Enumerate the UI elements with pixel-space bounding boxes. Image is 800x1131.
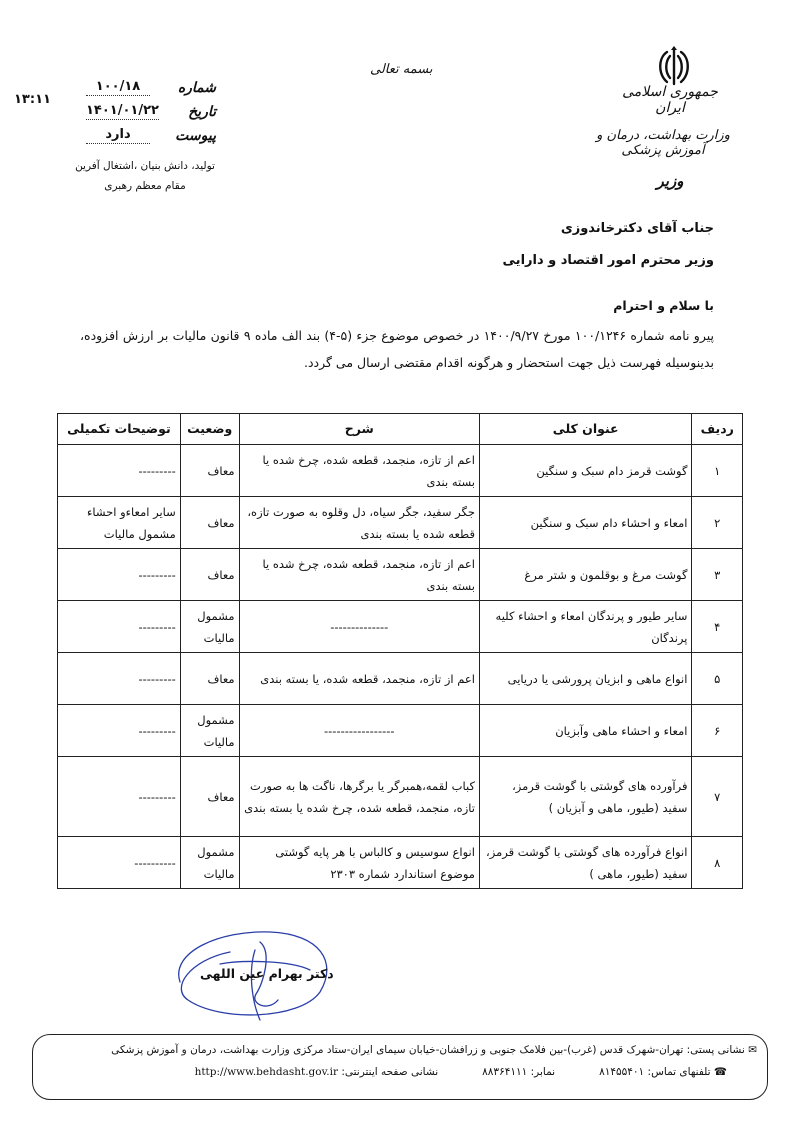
items-table xyxy=(57,413,743,889)
cell-radif: ۶ xyxy=(692,705,743,757)
cell-title: انواع فرآورده های گوشتی با گوشت قرمز، سفید (طیور، ماهی ) xyxy=(479,837,692,889)
attachment-row xyxy=(86,120,216,144)
cell-notes: --------- xyxy=(58,705,181,757)
cell-notes: --------- xyxy=(58,549,181,601)
signatory-name: دکتر بهرام عین اللهی xyxy=(200,966,334,981)
office-title: وزیر xyxy=(656,172,684,190)
attachment-value: دارد xyxy=(86,127,150,144)
col-header-description: شرح xyxy=(239,414,479,445)
print-time: ۱۳:۱۱ xyxy=(14,92,51,107)
basmala: بسمه تعالی xyxy=(370,62,433,77)
website-link[interactable]: http://www.behdasht.gov.ir xyxy=(194,1066,338,1078)
year-slogan xyxy=(60,156,230,196)
letter-meta xyxy=(86,72,216,144)
cell-status: معاف xyxy=(180,445,239,497)
cell-radif: ۱ xyxy=(692,445,743,497)
table-row xyxy=(58,601,743,653)
cell-notes: ---------- xyxy=(58,837,181,889)
cell-description: اعم از تازه، منجمد، قطعه شده، چرخ شده یا بسته بندی xyxy=(239,549,479,601)
address-text: نشانی پستی: تهران-شهرک قدس (غرب)-بین فلامک جنوبی و زرافشان-خیابان سیمای ایران-ستاد مرکزی وزارت بهداشت، درمان و آموزش پزشکی xyxy=(111,1044,745,1056)
website-item xyxy=(195,1066,439,1078)
letter-date-row xyxy=(86,96,216,120)
attachment-label: پیوست xyxy=(175,128,216,144)
cell-title: فرآورده های گوشتی با گوشت قرمز، سفید (طیور، ماهی و آبزیان ) xyxy=(479,757,692,837)
cell-status: مشمول مالیات xyxy=(180,705,239,757)
col-header-radif: ردیف xyxy=(692,414,743,445)
recipient-block xyxy=(503,213,714,277)
phone-icon: ☎ xyxy=(713,1066,727,1078)
cell-description: انواع سوسیس و کالباس با هر پایه گوشتی موضوع استاندارد شماره ۲۳۰۳ xyxy=(239,837,479,889)
table-row xyxy=(58,445,743,497)
footer-address xyxy=(111,1044,757,1056)
cell-status: مشمول مالیات xyxy=(180,837,239,889)
cell-notes: سایر امعاءو احشاء مشمول مالیات xyxy=(58,497,181,549)
website-label: نشانی صفحه اینترنتی: xyxy=(341,1066,439,1078)
cell-notes: --------- xyxy=(58,601,181,653)
phone-item xyxy=(599,1066,727,1078)
cell-title: انواع ماهی و ابزیان پرورشی یا دریایی xyxy=(479,653,692,705)
cell-description: جگر سفید، جگر سیاه، دل وقلوه به صورت تازه، قطعه شده یا بسته بندی xyxy=(239,497,479,549)
recipient-title: وزیر محترم امور اقتصاد و دارایی xyxy=(502,253,714,268)
cell-title: سایر طیور و پرندگان امعاء و احشاء کلیه پرندگان xyxy=(479,601,692,653)
table-row xyxy=(58,497,743,549)
ministry-name: وزارت بهداشت، درمان و آموزش پزشکی xyxy=(596,128,730,158)
iran-emblem-icon xyxy=(652,44,696,88)
cell-radif: ۵ xyxy=(692,653,743,705)
slogan-text: تولید، دانش بنیان ،اشتغال آفرین xyxy=(75,160,215,172)
letter-number-label: شماره xyxy=(177,80,216,96)
cell-radif: ۴ xyxy=(692,601,743,653)
cell-status: معاف xyxy=(180,757,239,837)
letter-number-value: ۱۰۰/۱۸ xyxy=(86,79,150,96)
footer-box xyxy=(32,1034,768,1100)
cell-status: معاف xyxy=(180,497,239,549)
table-row xyxy=(58,653,743,705)
table-row xyxy=(58,757,743,837)
table-row xyxy=(58,549,743,601)
country-name: جمهوری اسلامی ایران xyxy=(622,84,718,116)
cell-description: ----------------- xyxy=(239,705,479,757)
table-header-row xyxy=(58,414,743,445)
cell-notes: --------- xyxy=(58,445,181,497)
cell-title: گوشت قرمز دام سبک و سنگین xyxy=(479,445,692,497)
footer-contacts xyxy=(33,1066,767,1078)
cell-description: -------------- xyxy=(239,601,479,653)
cell-title: گوشت مرغ و بوقلمون و شتر مرغ xyxy=(479,549,692,601)
cell-status: مشمول مالیات xyxy=(180,601,239,653)
letter-number-row xyxy=(86,72,216,96)
phone-text: تلفنهای تماس: ۸۱۴۵۵۴۰۱ xyxy=(599,1066,711,1078)
fax-text: نمابر: ۸۸۳۶۴۱۱۱ xyxy=(482,1066,556,1078)
cell-notes: --------- xyxy=(58,653,181,705)
recipient-name: جناب آقای دکترخاندوزی xyxy=(560,221,714,236)
mailbox-icon: ✉ xyxy=(748,1044,757,1056)
col-header-notes: توضیحات تکمیلی xyxy=(58,414,181,445)
letter-date-value: ۱۴۰۱/۰۱/۲۲ xyxy=(86,103,159,118)
col-header-status: وضعیت xyxy=(180,414,239,445)
letter-date-label: تاریخ xyxy=(188,104,216,120)
letter-paragraph: پیرو نامه شماره ۱۰۰/۱۲۴۶ مورخ ۱۴۰۰/۹/۲۷ در خصوص موضوع جزء (۵-۴) بند الف ماده ۹ قانون مالیات بر ارزش افزوده، بدینوسیله فهرست ذیل جهت استحضار و هرگونه اقدام مقتضی ارسال می گردد. xyxy=(80,328,714,370)
cell-description: اعم از تازه، منجمد، قطعه شده، یا بسته بندی xyxy=(239,653,479,705)
cell-title: امعاء و احشاء ماهی وآبزیان xyxy=(479,705,692,757)
cell-radif: ۸ xyxy=(692,837,743,889)
greeting: با سلام و احترام xyxy=(613,298,714,313)
cell-radif: ۳ xyxy=(692,549,743,601)
cell-status: معاف xyxy=(180,549,239,601)
cell-notes: --------- xyxy=(58,757,181,837)
cell-radif: ۲ xyxy=(692,497,743,549)
cell-radif: ۷ xyxy=(692,757,743,837)
cell-description: اعم از تازه، منجمد، قطعه شده، چرخ شده یا بسته بندی xyxy=(239,445,479,497)
slogan-author: مقام معظم رهبری xyxy=(104,180,186,192)
table-row xyxy=(58,705,743,757)
col-header-title: عنوان کلی xyxy=(479,414,692,445)
table-row xyxy=(58,837,743,889)
cell-title: امعاء و احشاء دام سبک و سنگین xyxy=(479,497,692,549)
cell-description: کباب لقمه،همبرگر یا برگرها، ناگت ها به صورت تازه، منجمد، قطعه شده، چرخ شده یا بسته بندی xyxy=(239,757,479,837)
cell-status: معاف xyxy=(180,653,239,705)
